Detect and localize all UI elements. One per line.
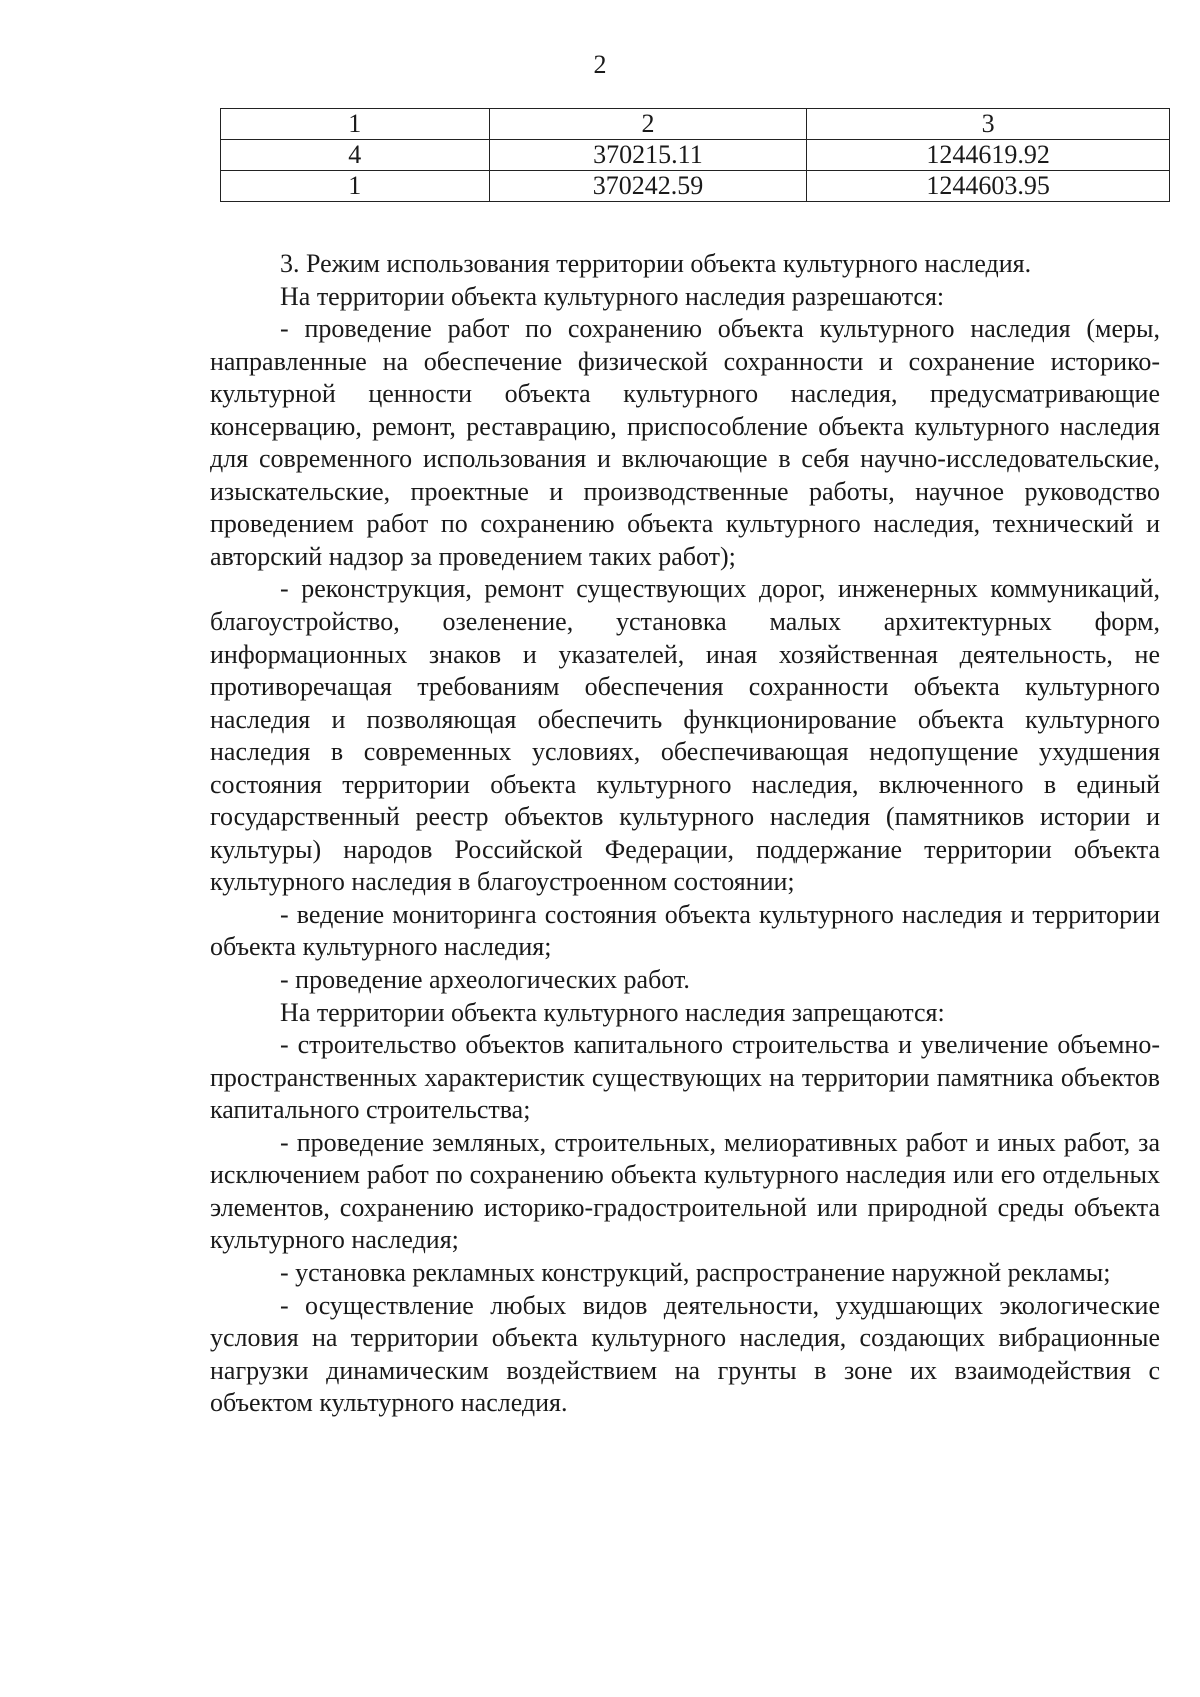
list-item: - реконструкция, ремонт существующих дорог, инженерных коммуникаций, благоустройство, озеленение, установка малых архитектурных форм, информационных знаков и указателей, иная хозяйственная деятельность, не противоречащая требованиям обеспечения сохранности объекта культурного наследия и позволяющая обеспечить функционирование объекта культурного наследия в современных условиях, обеспечивающая недопущение ухудшения состояния территории объекта культурного наследия, включенного в единый государственный реестр объектов культурного наследия (памятников истории и культуры) народов Российской Федерации, поддержание территории объекта культурного наследия в благоустроенном состоянии; <box>210 574 1160 897</box>
list-item: - проведение археологических работ. <box>280 965 690 995</box>
page-number: 2 <box>593 50 607 79</box>
paragraph-prohibited-intro: На территории объекта культурного наследия запрещаются: <box>280 997 945 1027</box>
list-item: - установка рекламных конструкций, распространение наружной рекламы; <box>280 1257 1111 1287</box>
table-cell: 4 <box>221 140 490 171</box>
list-item: - проведение земляных, строительных, мелиоративных работ и иных работ, за исключением работ по сохранению объекта культурного наследия или его отдельных элементов, сохранению историко-градостроительной или природной среды объекта культурного наследия; <box>210 1127 1160 1255</box>
document-body <box>210 248 1160 1420</box>
list-item: - ведение мониторинга состояния объекта культурного наследия и территории объекта культурного наследия; <box>210 899 1160 962</box>
table-row <box>221 171 1170 202</box>
section-heading: 3. Режим использования территории объекта культурного наследия. <box>280 249 1032 278</box>
table-cell: 3 <box>807 109 1170 140</box>
table-cell: 370215.11 <box>489 140 807 171</box>
table-cell: 1244603.95 <box>807 171 1170 202</box>
table-cell: 2 <box>489 109 807 140</box>
list-item: - проведение работ по сохранению объекта культурного наследия (меры, направленные на обеспечение физической сохранности и сохранение историко-культурной ценности объекта культурного наследия, предусматривающие консервацию, ремонт, реставрацию, приспособление объекта культурного наследия для современного использования и включающие в себя научно-исследовательские, изыскательские, проектные и производственные работы, научное руководство проведением работ по сохранению объекта культурного наследия, технический и авторский надзор за проведением таких работ); <box>210 314 1160 571</box>
list-item: - строительство объектов капитального строительства и увеличение объемно-пространственных характеристик существующих на территории памятника объектов капитального строительства; <box>210 1030 1160 1125</box>
table-cell: 1 <box>221 109 490 140</box>
table-cell: 370242.59 <box>489 171 807 202</box>
paragraph-permitted-intro: На территории объекта культурного наследия разрешаются: <box>280 281 945 311</box>
coordinates-table <box>220 108 1170 202</box>
table-cell: 1244619.92 <box>807 140 1170 171</box>
list-item: - осуществление любых видов деятельности, ухудшающих экологические условия на территории объекта культурного наследия, создающих вибрационные нагрузки динамическим воздействием на грунты в зоне их взаимодействия с объектом культурного наследия. <box>210 1290 1160 1418</box>
table-cell: 1 <box>221 171 490 202</box>
table-header-row <box>221 109 1170 140</box>
table-row <box>221 140 1170 171</box>
